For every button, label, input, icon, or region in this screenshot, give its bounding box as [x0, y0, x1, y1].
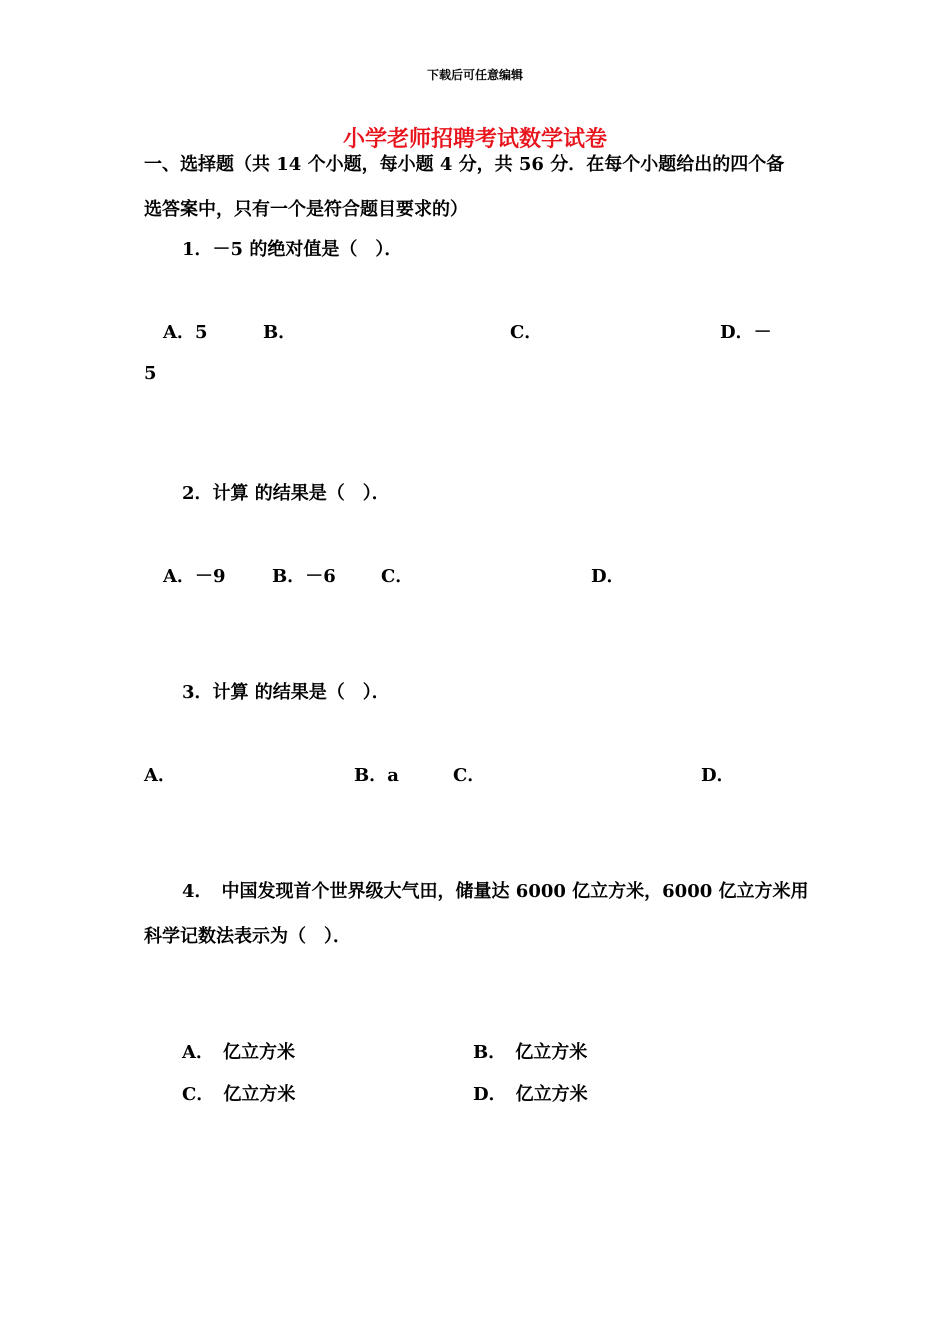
exam-title: 小学老师招聘考试数学试卷: [342, 126, 607, 152]
question-4-option-b: B． 亿立方米: [473, 1042, 588, 1063]
question-4-option-a: A． 亿立方米: [182, 1042, 295, 1063]
section-instructions-line2: 选答案中，只有一个是符合题目要求的）: [144, 199, 468, 220]
question-1-option-a: A．5: [163, 322, 208, 343]
question-1-option-b: B．: [263, 322, 297, 343]
question-1-stem: 1．－5 的绝对值是（ ）．: [182, 239, 403, 260]
question-2-option-d: D．: [591, 566, 625, 587]
question-4-option-c: C． 亿立方米: [182, 1084, 296, 1105]
question-3-option-c: C．: [453, 765, 486, 786]
question-2-option-b: B．－6: [272, 566, 336, 587]
section-instructions-line1: 一、选择题（共 14 个小题，每小题 4 分，共 56 分．在每个小题给出的四个备: [144, 154, 785, 175]
question-2-option-c: C．: [381, 566, 414, 587]
page-header-note: 下载后可任意编辑: [426, 68, 523, 82]
question-4-stem-line2: 科学记数法表示为（ ）．: [144, 926, 351, 947]
question-1-option-d: D．－: [720, 322, 772, 343]
question-3-stem: 3．计算 的结果是（ ）．: [182, 682, 390, 703]
question-4-option-d: D． 亿立方米: [473, 1084, 588, 1105]
question-3-option-d: D．: [701, 765, 735, 786]
question-3-option-b: B．a: [354, 765, 399, 786]
question-3-option-a: A．: [144, 765, 176, 786]
question-2-option-a: A．－9: [163, 566, 226, 587]
question-2-stem: 2．计算 的结果是（ ）．: [182, 483, 390, 504]
question-4-stem-line1: 4． 中国发现首个世界级大气田，储量达 6000 亿立方米，6000 亿立方米用: [182, 881, 809, 902]
question-1-option-c: C．: [510, 322, 543, 343]
question-1-option-d-continued: 5: [144, 363, 157, 384]
